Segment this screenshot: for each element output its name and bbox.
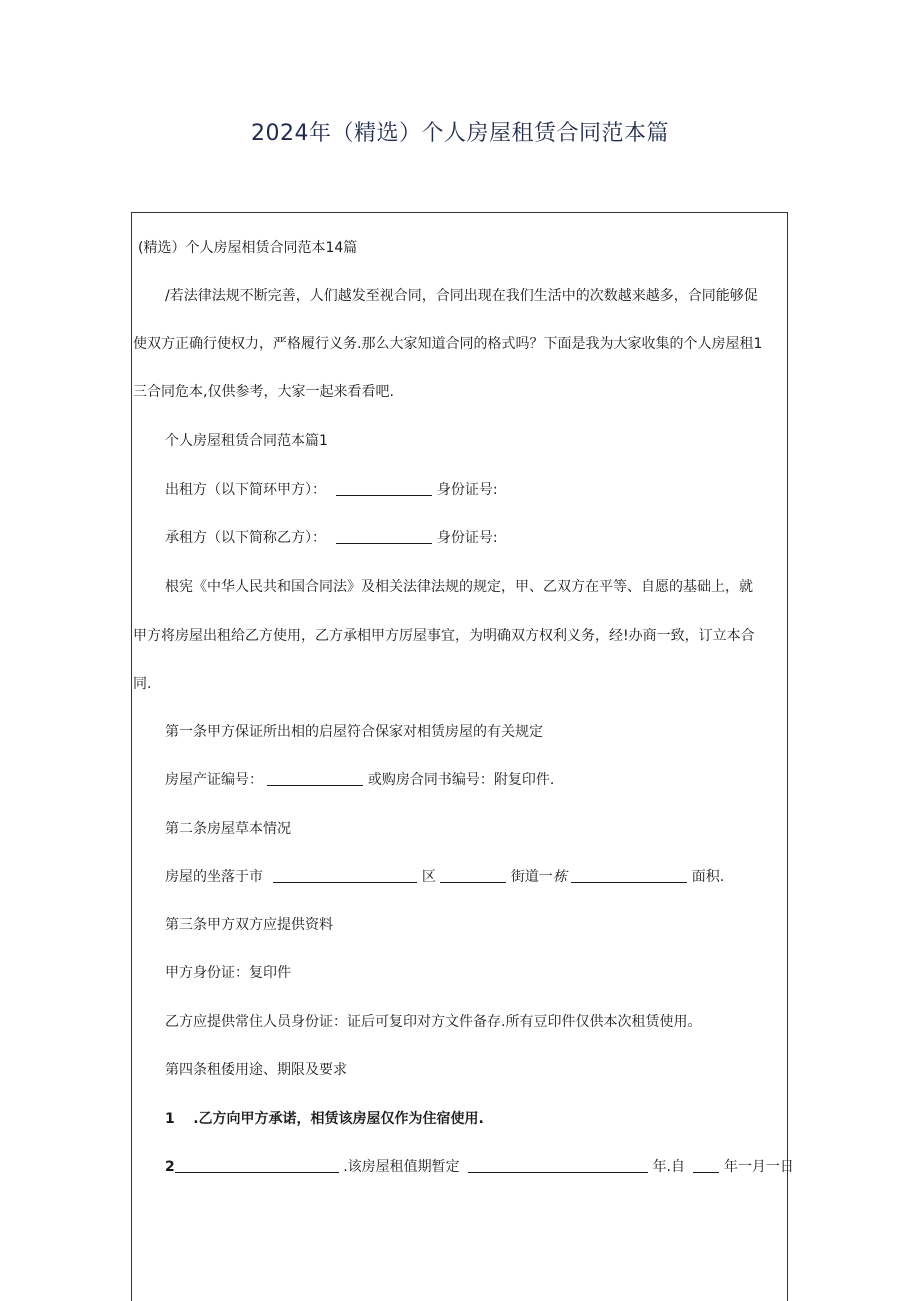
location-line: 房屋的坐落于市 区 街道一栋 面积. xyxy=(165,869,725,885)
basis-line-2: 甲方将房屋出租给乙方使用，乙方承相甲方厉屋事宜，为明确双方权利义务，经!办商一致，订立本合 xyxy=(133,628,755,644)
party-b-documents: 乙方应提供常住人员身份证：证后可复印对方文件备存.所有豆印件仅供本次租赁使用。 xyxy=(165,1014,702,1030)
item-2-blank-1 xyxy=(175,1158,339,1173)
basis-line-1: 根宪《中华人民共和国合同法》及相关法律法规的规定，甲、乙双方在平等、自愿的基础上，就 xyxy=(165,579,753,595)
city-blank xyxy=(273,868,417,883)
lease-term-blank xyxy=(468,1158,648,1173)
document-title: 2024年（精选）个人房屋租赁合同范本篇 xyxy=(251,121,669,146)
party-a-documents: 甲方身份证：复印件 xyxy=(165,965,291,981)
intro-line-3: 三合同危本,仅供参考，大家一起来看看吧. xyxy=(133,384,394,400)
building-blank xyxy=(571,868,687,883)
start-year-blank xyxy=(693,1158,719,1173)
article-2: 第二条房屋草本情况 xyxy=(165,821,291,837)
intro-line-1: /若法律法规不断完善，人们越发至视合同，合同出现在我们生活中的次数越来越多，合同能够促 xyxy=(165,288,758,304)
lessee-line: 承租方（以下简称乙方）： 身份证号: xyxy=(165,530,498,546)
district-blank xyxy=(440,868,506,883)
lessor-name-blank xyxy=(336,481,432,496)
certificate-line: 房屋产证编号： 或购房合同书编号：附复印件. xyxy=(165,772,555,788)
lessee-name-blank xyxy=(336,529,432,544)
item-2: 2 .该房屋租值期暂定 年.自 年一月一日 xyxy=(165,1159,794,1175)
intro-line-2: 使双方正确行使权力，严格履行义务.那么大家知道合同的格式吗？下面是我为大家收集的个人房屋租1 xyxy=(133,336,763,352)
content-frame xyxy=(131,212,794,1301)
lessor-line: 出租方（以下简环甲方）： 身份证号: xyxy=(165,482,498,498)
basis-line-3: 同. xyxy=(133,676,152,692)
article-1: 第一条甲方保证所出相的启屋符合保家对相赁房屋的有关规定 xyxy=(165,724,543,740)
item-1: 1 .乙方向甲方承诺，相赁该房屋仅作为住宿使用. xyxy=(165,1111,484,1127)
article-3: 第三条甲方双方应提供资料 xyxy=(165,917,333,933)
contract-heading: (精选）个人房屋相赁合同范本14篇 xyxy=(138,240,358,256)
article-4: 第四条租倭用途、期限及要求 xyxy=(165,1062,347,1078)
certificate-number-blank xyxy=(267,771,363,786)
section-1-heading: 个人房屋租赁合同范本篇1 xyxy=(165,433,328,449)
